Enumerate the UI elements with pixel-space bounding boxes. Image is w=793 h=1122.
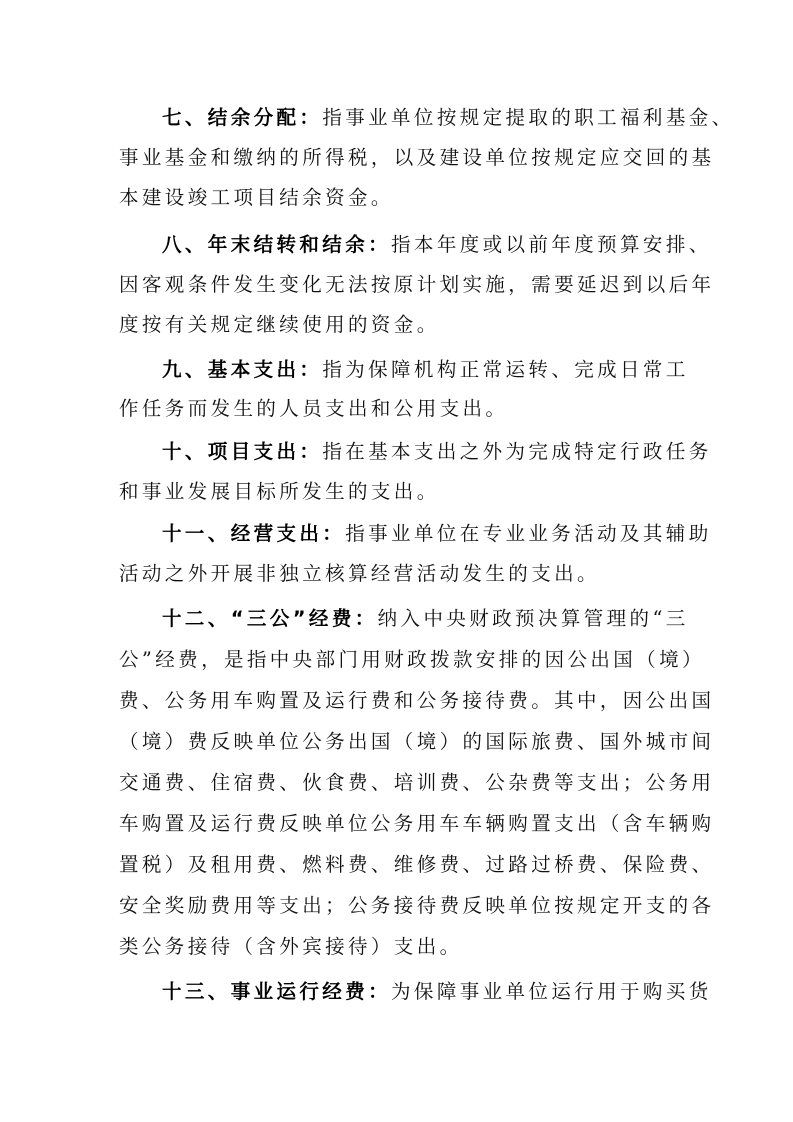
paragraph-line — [162, 233, 712, 259]
definition-text: 纳入中央财政预决算管理的“三 — [377, 607, 689, 630]
paragraph-line — [119, 273, 714, 299]
paragraph-line — [119, 894, 714, 920]
paragraph-line — [162, 358, 689, 384]
paragraph-line — [119, 480, 440, 506]
paragraph-line — [119, 313, 440, 339]
paragraph-line — [162, 607, 689, 633]
definition-text: 交通费、住宿费、伙食费、培训费、公杂费等支出；公务用 — [119, 771, 715, 794]
paragraph-line — [119, 771, 714, 797]
definition-text: 类公务接待（含外宾接待）支出。 — [119, 935, 463, 958]
definition-text: （境）费反映单位公务出国（境）的国际旅费、国外城市间 — [119, 730, 715, 753]
paragraph-line — [162, 980, 712, 1006]
term-heading: 十二、“三公”经费： — [162, 607, 378, 630]
definition-text: 为保障事业单位运行用于购买货 — [391, 980, 712, 1003]
definition-text: 置税）及租用费、燃料费、维修费、过路过桥费、保险费、 — [119, 853, 715, 876]
definition-text: 因客观条件发生变化无法按原计划实施，需要延迟到以后年 — [119, 273, 715, 296]
definition-text: 指事业单位在专业业务活动及其辅助 — [345, 522, 712, 545]
definition-text: 安全奖励费用等支出；公务接待费反映单位按规定开支的各 — [119, 894, 715, 917]
definition-text: 作任务而发生的人员支出和公用支出。 — [119, 397, 509, 420]
paragraph-line — [119, 935, 463, 961]
definition-text: 活动之外开展非独立核算经营活动发生的支出。 — [119, 562, 600, 585]
term-heading: 九、基本支出： — [162, 358, 323, 381]
term-heading: 八、年末结转和结余： — [162, 233, 392, 256]
paragraph-line — [119, 689, 714, 715]
paragraph-line — [119, 730, 714, 756]
definition-text: 指事业单位按规定提取的职工福利基金、 — [322, 106, 735, 129]
paragraph-line — [119, 186, 394, 212]
paragraph-line — [162, 106, 735, 132]
definition-text: 费、公务用车购置及运行费和公务接待费。其中，因公出国 — [119, 689, 715, 712]
definition-text: 事业基金和缴纳的所得税，以及建设单位按规定应交回的基 — [119, 146, 715, 169]
definition-text: 和事业发展目标所发生的支出。 — [119, 480, 440, 503]
paragraph-line — [119, 397, 508, 423]
definition-text: 指在基本支出之外为完成特定行政任务 — [322, 440, 712, 463]
paragraph-line — [119, 812, 714, 838]
paragraph-line — [119, 562, 600, 588]
paragraph-line — [119, 146, 714, 172]
definition-text: 本建设竣工项目结余资金。 — [119, 186, 394, 209]
paragraph-line — [119, 648, 705, 674]
paragraph-line — [162, 440, 712, 466]
term-heading: 七、结余分配： — [162, 106, 323, 129]
definition-text: 车购置及运行费反映单位公务用车车辆购置支出（含车辆购 — [119, 812, 715, 835]
paragraph-line — [119, 853, 714, 879]
term-heading: 十、项目支出： — [162, 440, 323, 463]
definition-text: 指为保障机构正常运转、完成日常工 — [322, 358, 689, 381]
definition-text: 度按有关规定继续使用的资金。 — [119, 313, 440, 336]
term-heading: 十三、事业运行经费： — [162, 980, 392, 1003]
paragraph-line — [162, 522, 712, 548]
term-heading: 十一、经营支出： — [162, 522, 346, 545]
definition-text: 指本年度或以前年度预算安排、 — [391, 233, 712, 256]
definition-text: 公”经费，是指中央部门用财政拨款安排的因公出国（境） — [119, 648, 705, 671]
